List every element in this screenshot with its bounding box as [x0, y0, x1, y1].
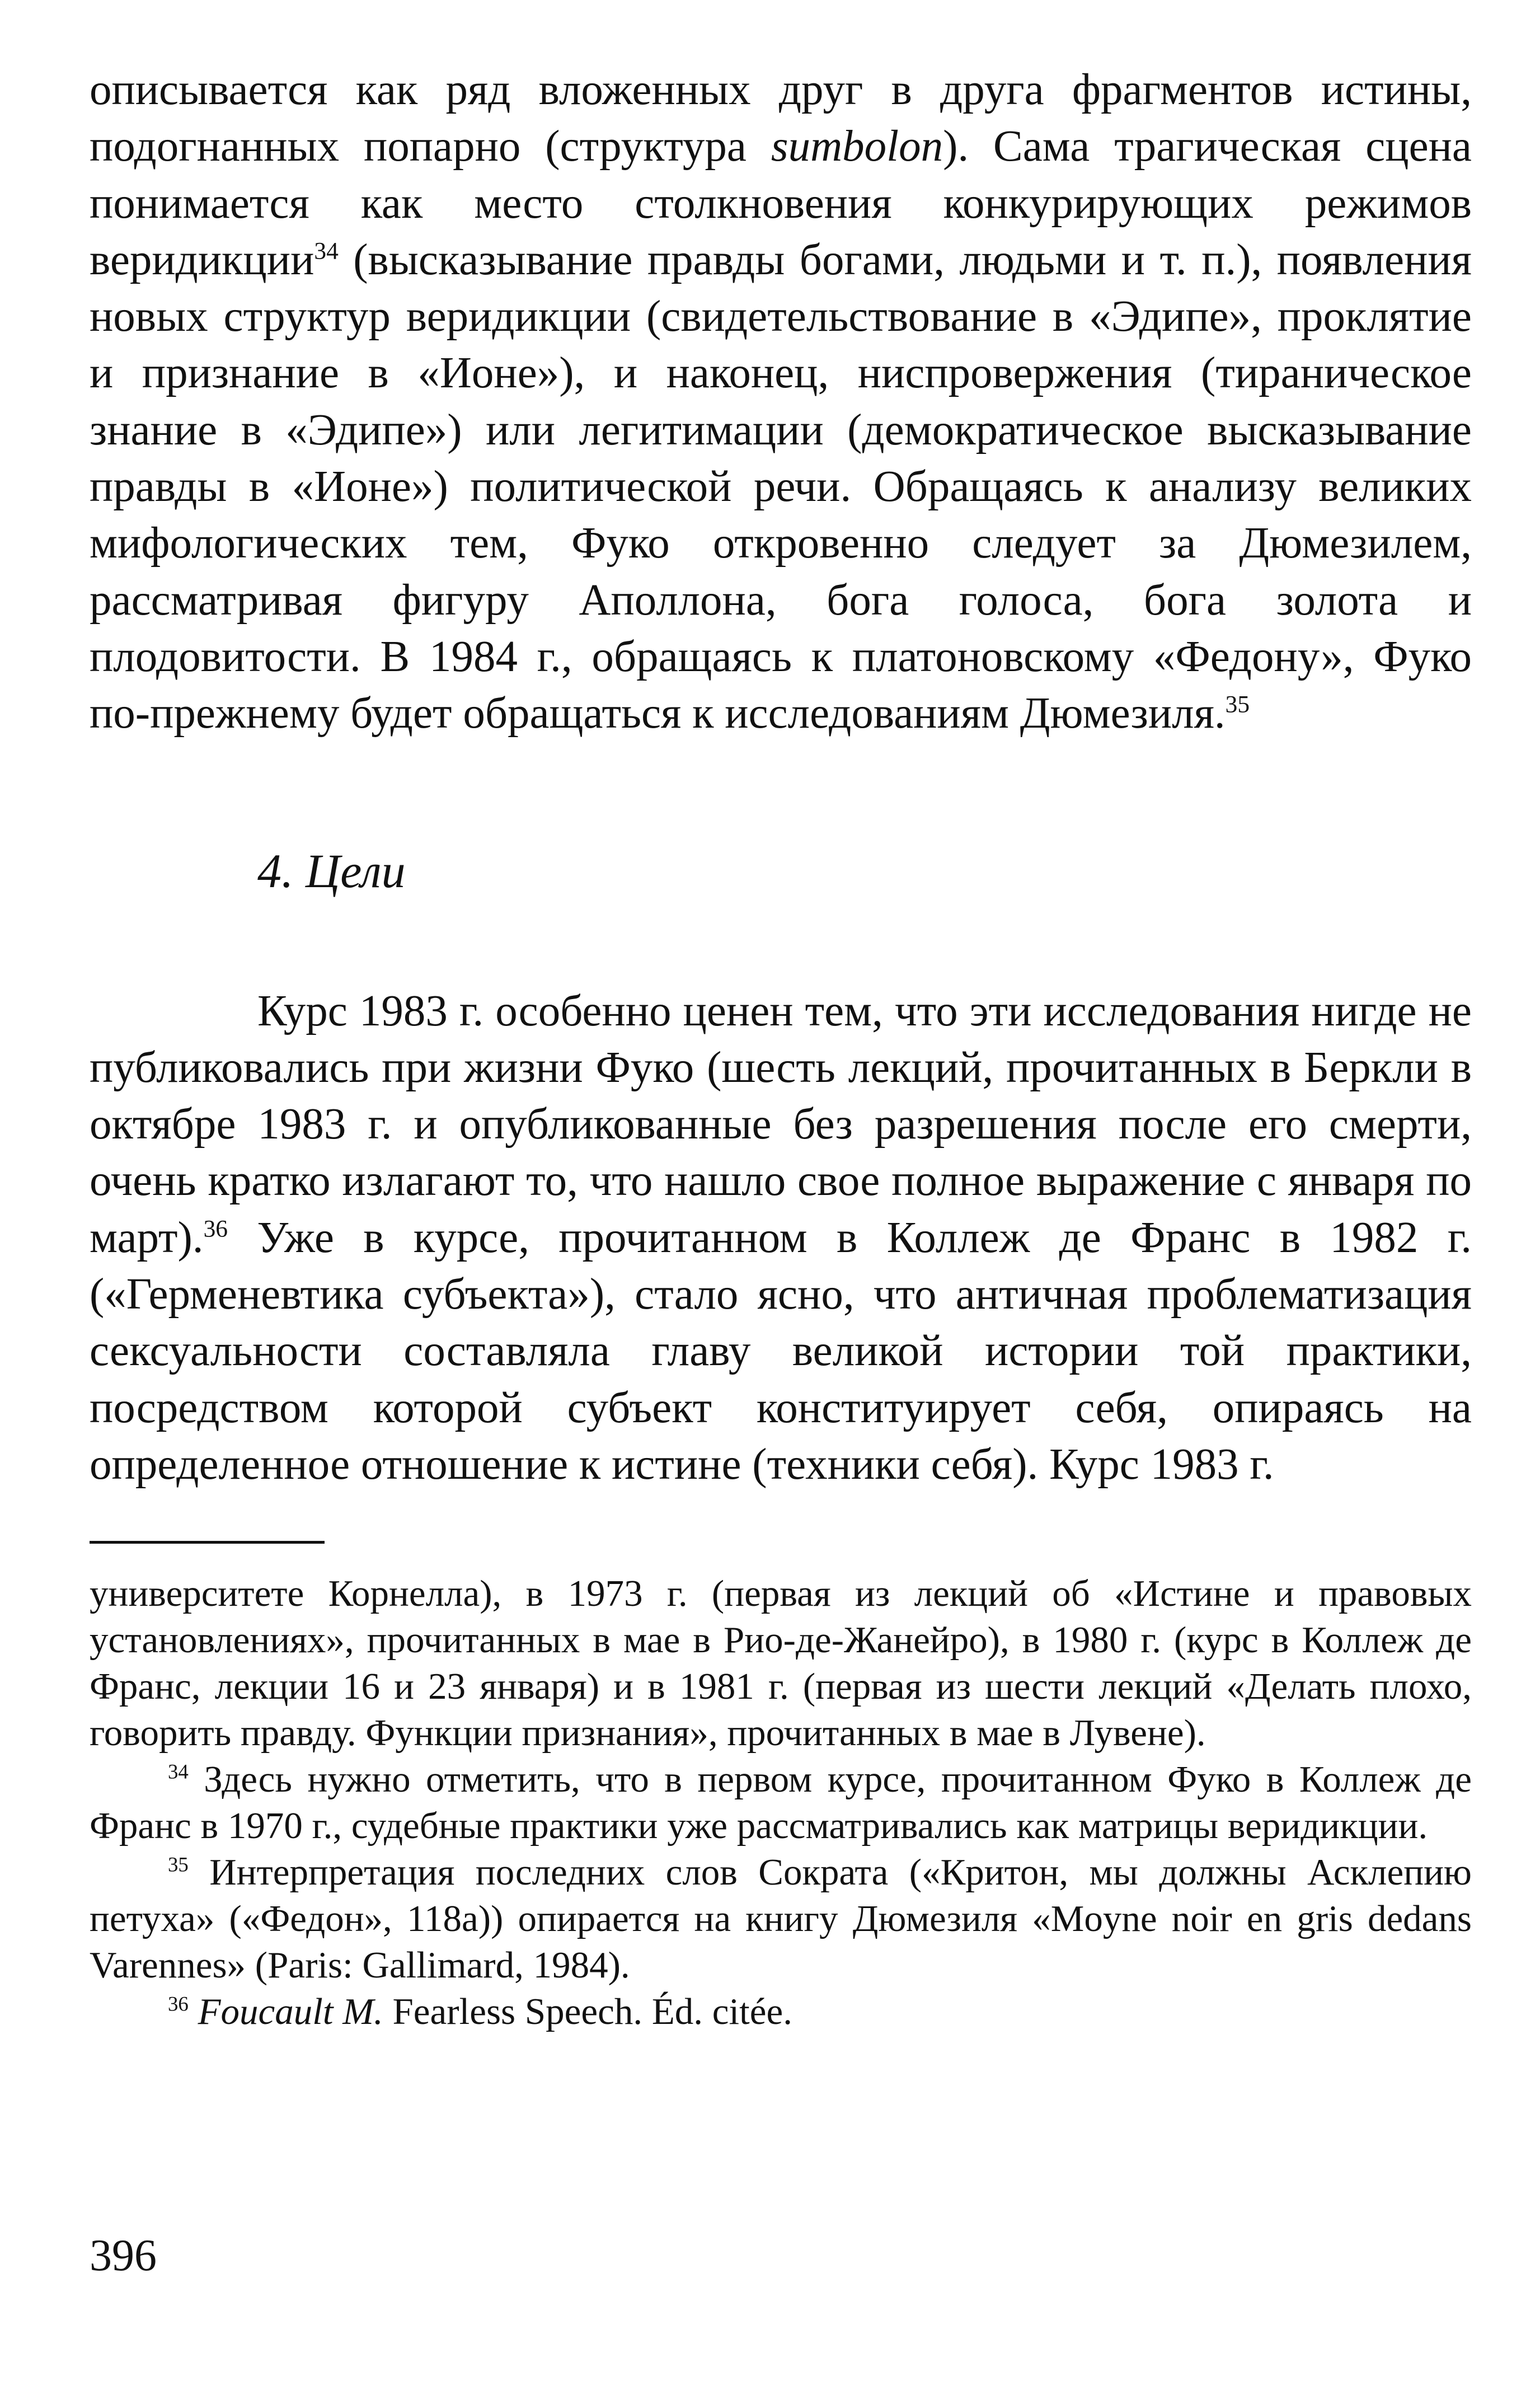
- footnote-separator: [90, 1541, 325, 1544]
- footnote-36: [90, 1989, 1472, 2035]
- footnote-text: Интерпретация последних слов Сократа («Критон, мы должны Асклепию петуха» («Федон», 118а)) опирается на книгу Дюмезиля «Moyne noir en gris dedans Varennes» (Paris: Gallimard, 1984).: [90, 1852, 1472, 1986]
- body-paragraph-1: [90, 62, 1472, 742]
- paragraph-text: Курс 1983 г. особенно ценен тем, что эти исследования нигде не публиковались при жизни Фуко (шесть лекций, прочитанных в Беркли в октябре 1983 г. и опубликованные без разрешения после его смерти, очень кратко излагают то, что нашло свое полное выражение с января по март).: [90, 986, 1472, 1262]
- book-page: [90, 62, 1472, 2035]
- footnote-34: [90, 1756, 1472, 1849]
- footnote-ref-36: 36: [203, 1215, 228, 1243]
- paragraph-text: ). Сама трагическая сцена понимается как место столкновения конкурирующих режимов веридикции: [90, 122, 1472, 284]
- body-paragraph-2: [90, 983, 1472, 1493]
- footnote-ref-35: 35: [1225, 691, 1250, 718]
- footnote-marker: 35: [168, 1853, 189, 1876]
- page-number: 396: [90, 2231, 157, 2280]
- section-heading: 4. Цели: [257, 843, 406, 898]
- footnote-marker: 34: [168, 1760, 189, 1783]
- footnote-text: Fearless Speech. Éd. citée.: [383, 1991, 792, 2033]
- footnotes: [90, 1571, 1472, 2035]
- paragraph-text: Уже в курсе, прочитанном в Коллеж де Франс в 1982 г. («Герменевтика субъекта»), стало ясно, что античная проблематизация сексуальности составляла главу великой истории той практики, посредством которой субъект конституирует себя, опираясь на определенное отношение к истине (техники себя). Курс 1983 г.: [90, 1213, 1472, 1489]
- footnote-continuation: университете Корнелла), в 1973 г. (первая из лекций об «Истине и правовых установлениях», прочитанных в мае в Рио-де-Жанейро), в 1980 г. (курс в Коллеж де Франс, лекции 16 и 23 января) и в 1981 г. (первая из шести лекций «Делать плохо, говорить правду. Функции признания», прочитанных в мае в Лувене).: [90, 1573, 1472, 1754]
- footnote-author: Foucault M.: [198, 1991, 383, 2033]
- italic-term: sumbolon: [771, 122, 943, 171]
- paragraph-text: описывается как ряд вложенных друг в друга фрагментов истины, подогнанных попарно (структура: [90, 65, 1472, 171]
- paragraph-text: (высказывание правды богами, людьми и т. п.), появления новых структур веридикции (свидетельствование в «Эдипе», проклятие и признание в «Ионе»), и наконец, ниспровержения (тираническое знание в «Эдипе») или легитимации (демократическое высказывание правды в «Ионе») политической речи. Обращаясь к анализу великих мифологических тем, Фуко откровенно следует за Дюмезилем, рассматривая фигуру Аполлона, бога голоса, бога золота и плодовитости. В 1984 г., обращаясь к платоновскому «Федону», Фуко по-прежнему будет обращаться к исследованиям Дюмезиля.: [90, 235, 1472, 738]
- footnote-marker: 36: [168, 1992, 189, 2016]
- footnote-ref-34: 34: [314, 237, 339, 265]
- footnote-35: [90, 1849, 1472, 1989]
- footnote-text: Здесь нужно отметить, что в первом курсе, прочитанном Фуко в Коллеж де Франс в 1970 г., судебные практики уже рассматривались как матрицы веридикции.: [90, 1759, 1472, 1847]
